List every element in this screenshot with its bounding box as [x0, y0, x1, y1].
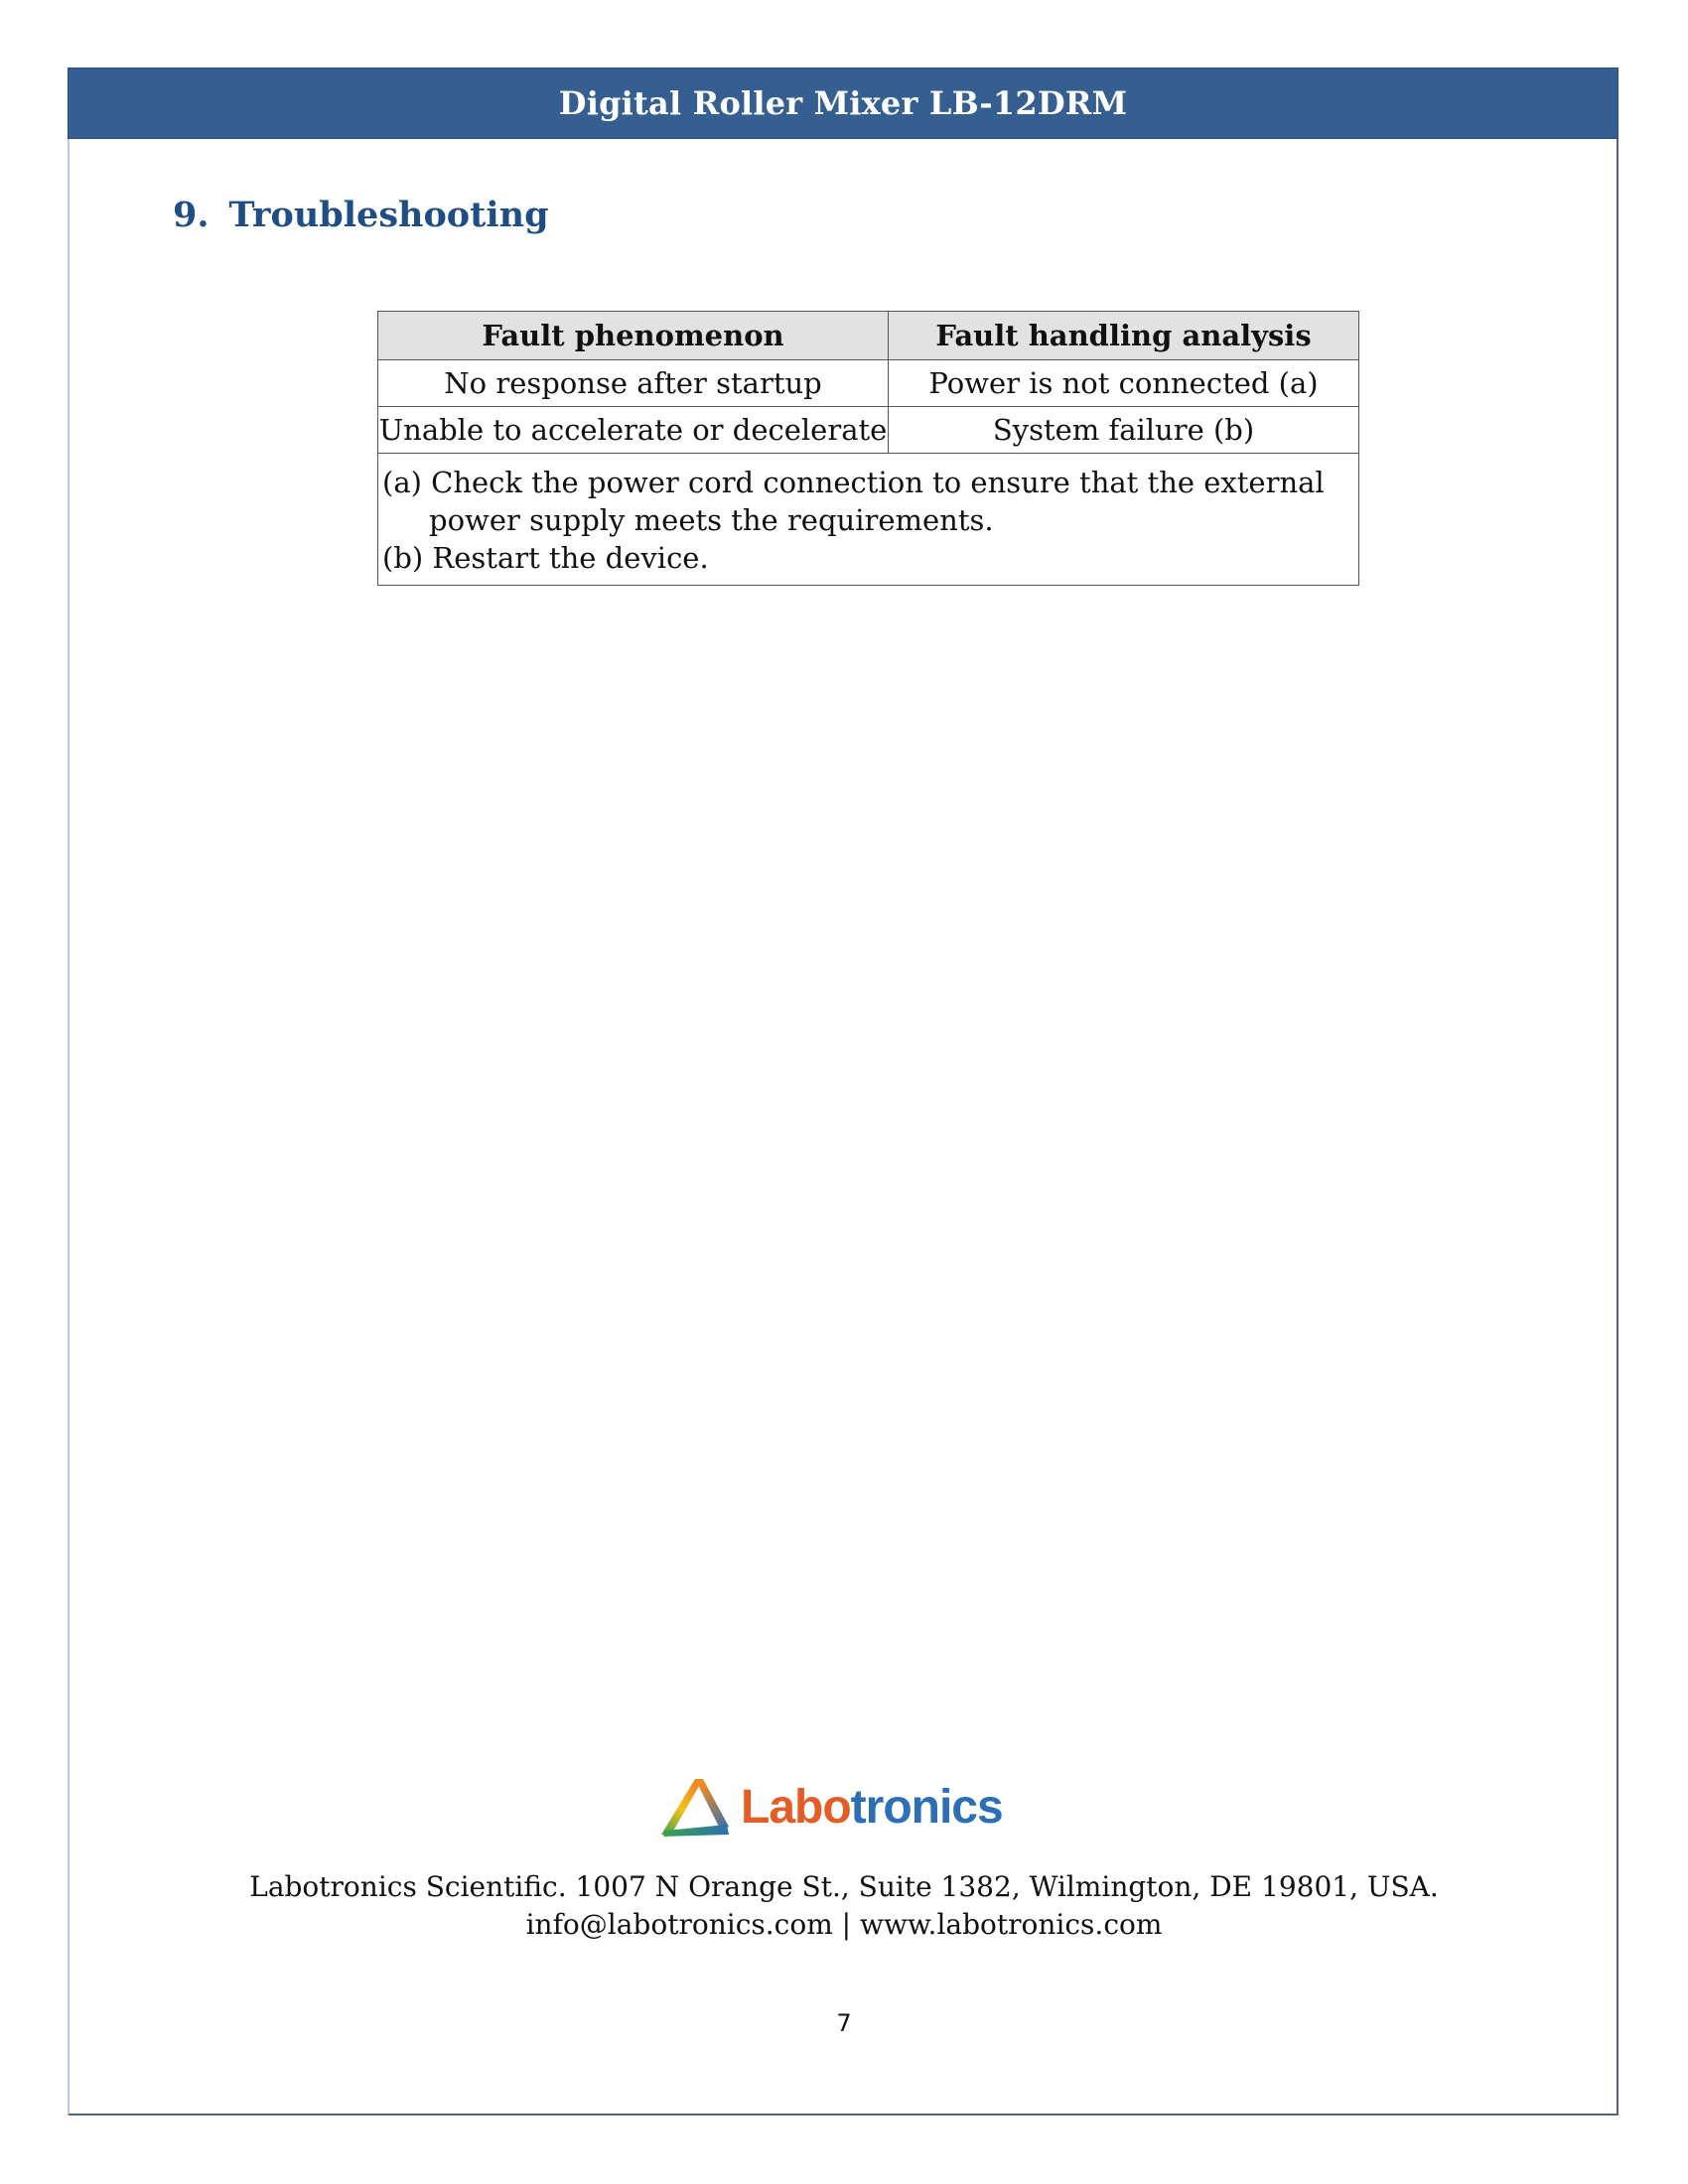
- table-cell: System failure (b): [889, 407, 1359, 454]
- table-notes: [378, 454, 1359, 586]
- note-b: (b) Restart the device.: [382, 541, 709, 575]
- triangle-logo-icon: [659, 1775, 731, 1839]
- section-number: 9.: [173, 195, 210, 235]
- footer-address-block: [0, 1868, 1688, 1944]
- note-a-line1: (a) Check the power cord connection to ensure that the external: [382, 466, 1325, 499]
- table-cell: Power is not connected (a): [889, 360, 1359, 407]
- table-header-row: [378, 312, 1359, 360]
- table-cell: Unable to accelerate or decelerate: [378, 407, 889, 454]
- logo-wordmark: [741, 1780, 1003, 1835]
- table-cell: No response after startup: [378, 360, 889, 407]
- column-header-fault-handling-analysis: Fault handling analysis: [889, 312, 1359, 360]
- labotronics-logo: [659, 1775, 1003, 1839]
- table-row: [378, 360, 1359, 407]
- column-header-fault-phenomenon: Fault phenomenon: [378, 312, 889, 360]
- header-bar: [68, 68, 1618, 139]
- logo-wordmark-tronics: tronics: [850, 1780, 1003, 1834]
- note-a-line2: power supply meets the requirements.: [429, 503, 994, 537]
- table-row: [378, 407, 1359, 454]
- company-contact: info@labotronics.com | www.labotronics.com: [525, 1908, 1163, 1941]
- section-title: Troubleshooting: [228, 195, 549, 235]
- table-notes-row: [378, 454, 1359, 586]
- page-number: 7: [836, 2009, 852, 2037]
- section-heading: [173, 195, 549, 235]
- logo-wordmark-labo: Labo: [741, 1780, 851, 1834]
- document-title: Digital Roller Mixer LB-12DRM: [558, 84, 1128, 122]
- troubleshooting-table: [377, 311, 1359, 586]
- company-address: Labotronics Scientific. 1007 N Orange St., Suite 1382, Wilmington, DE 19801, USA.: [249, 1870, 1439, 1903]
